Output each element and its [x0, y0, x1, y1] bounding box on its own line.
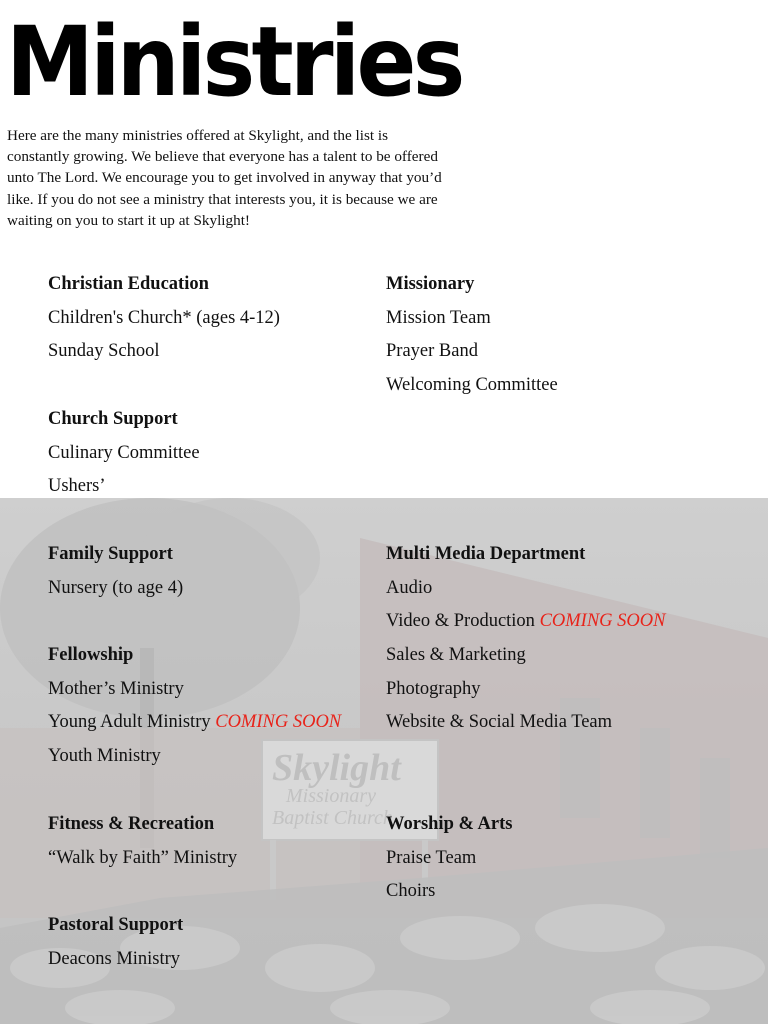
- page-title: Ministries: [6, 6, 462, 118]
- list-item: [48, 706, 341, 740]
- group-heading: Family Support: [48, 544, 173, 564]
- list-item: Prayer Band: [386, 341, 478, 362]
- group-heading: Fellowship: [48, 645, 134, 665]
- list-item: Nursery (to age 4): [48, 577, 184, 598]
- list-item: Ushers’: [48, 476, 106, 497]
- list-item: Praise Team: [386, 847, 477, 868]
- list-item: Audio: [386, 577, 433, 598]
- list-item: Culinary Committee: [48, 442, 200, 463]
- coming-soon-label: COMING SOON: [539, 611, 666, 632]
- list-item: Website & Social Media Team: [386, 712, 613, 733]
- group-heading: Pastoral Support: [48, 915, 184, 935]
- group-heading: Worship & Arts: [386, 814, 513, 834]
- group-multi-media: [386, 538, 665, 740]
- group-church-support: [48, 403, 200, 504]
- list-item: Children's Church* (ages 4-12): [48, 307, 280, 328]
- list-item: “Walk by Faith” Ministry: [48, 847, 238, 868]
- list-item: Sales & Marketing: [386, 645, 526, 666]
- photo-sign-line2: Missionary: [286, 785, 376, 807]
- group-heading: Missionary: [386, 274, 475, 294]
- group-missionary: [386, 268, 558, 403]
- group-fellowship: [48, 639, 341, 774]
- group-family-support: [48, 538, 183, 605]
- group-pastoral-support: [48, 909, 183, 976]
- item-label: Young Adult Ministry: [48, 712, 216, 733]
- list-item: Welcoming Committee: [386, 375, 558, 396]
- list-item: Choirs: [386, 881, 436, 902]
- intro-paragraph: Here are the many ministries offered at Skylight, and the list is constantly growing. We believe that everyone has a talent to be offered unto The Lord. We encourage you to get involved in anyway that you’d like. If you do not see a ministry that interests you, it is because we are waiting on you to start it up at Skylight!: [7, 127, 442, 229]
- group-worship-arts: [386, 808, 512, 909]
- group-heading: Church Support: [48, 409, 178, 429]
- list-item: Photography: [386, 678, 481, 699]
- list-item: Mother’s Ministry: [48, 678, 184, 699]
- photo-sign-line1: Skylight: [272, 747, 401, 789]
- list-item: Deacons Ministry: [48, 948, 181, 969]
- list-item: Sunday School: [48, 341, 160, 362]
- group-fitness-recreation: [48, 808, 237, 875]
- list-item: Youth Ministry: [48, 746, 161, 767]
- photo-sign-line3: Baptist Church: [272, 807, 393, 829]
- group-christian-education: [48, 268, 280, 369]
- coming-soon-label: COMING SOON: [215, 712, 342, 733]
- list-item: Mission Team: [386, 307, 491, 328]
- group-heading: Multi Media Department: [386, 544, 586, 564]
- group-heading: Fitness & Recreation: [48, 814, 215, 834]
- group-heading: Christian Education: [48, 274, 209, 294]
- list-item: [386, 605, 665, 639]
- item-label: Video & Production: [386, 611, 540, 632]
